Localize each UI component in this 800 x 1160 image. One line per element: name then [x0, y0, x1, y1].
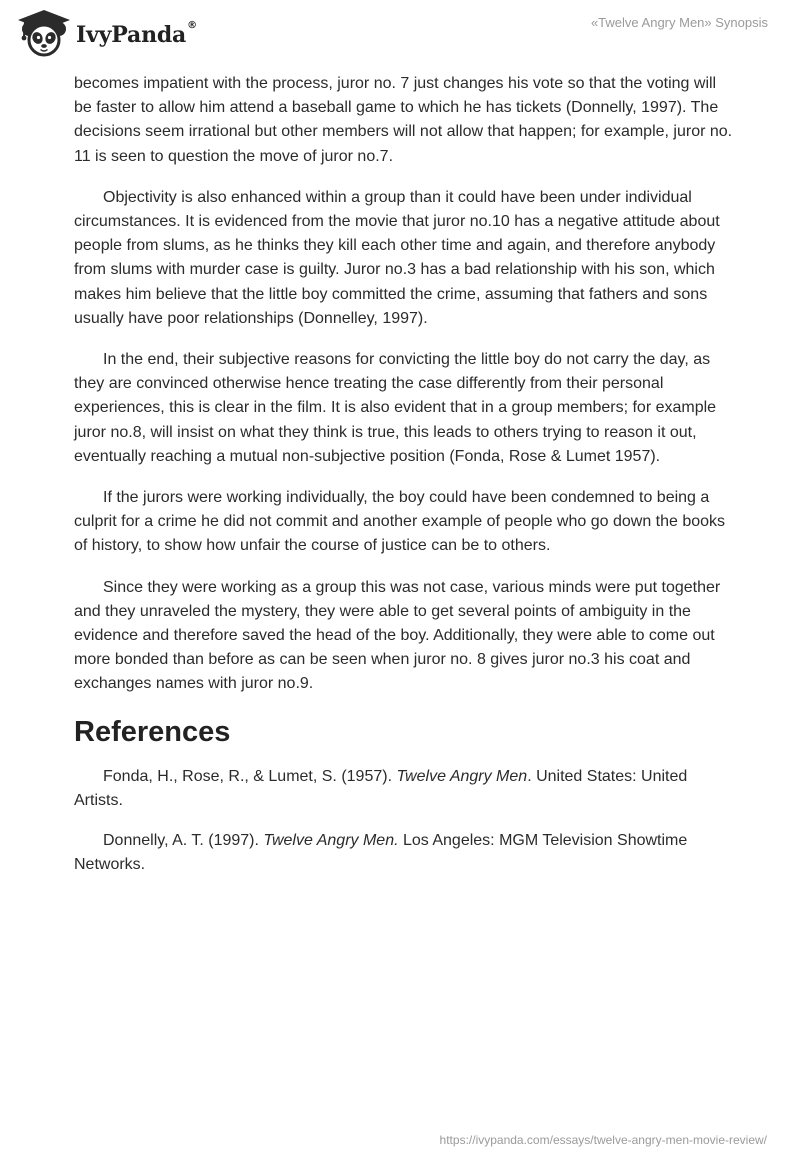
- essay-content: [74, 72, 734, 893]
- reference-authors: Donnelly, A. T. (1997).: [103, 832, 264, 850]
- reference-publisher: Los Angeles: MGM Television Showtime Networks.: [74, 832, 688, 874]
- reference-entry: [74, 829, 734, 877]
- essay-paragraph: If the jurors were working individually, the boy could have been condemned to being a culprit for a crime he did not commit and another example of people who go down the books of history, to show how unfair the course of justice can be to others.: [74, 489, 726, 555]
- brand-name: IvyPanda®: [76, 20, 197, 48]
- essay-paragraph: In the end, their subjective reasons for convicting the little boy do not carry the day, as they are convinced otherwise hence treating the case differently from their personal experiences, this is clear in the film. It is also evident that in a group members; for example juror no.8, will insist on what they think is true, this leads to others trying to reason it out, eventually reaching a mutual non-subjective position (Fonda, Rose & Lumet 1957).: [74, 351, 717, 465]
- essay-paragraph: Objectivity is also enhanced within a group than it could have been under individual circumstances. It is evidenced from the movie that juror no.10 has a negative attitude about people from slums, as he thinks they kill each other time and again, and therefore anybody from slums with murder case is guilty. Juror no.3 has a bad relationship with his son, which makes him believe that the little boy committed the crime, assuming that fathers and sons usually have poor relationships (Donnelley, 1997).: [74, 188, 720, 327]
- document-title: «Twelve Angry Men» Synopsis: [590, 15, 768, 30]
- panda-graduation-cap-icon: [14, 9, 72, 57]
- reference-authors: Fonda, H., Rose, R., & Lumet, S. (1957).: [103, 767, 397, 785]
- page-header: [0, 0, 800, 70]
- brand-logo[interactable]: [14, 9, 197, 57]
- references-heading: References: [74, 715, 231, 748]
- essay-paragraph: becomes impatient with the process, juror no. 7 just changes his vote so that the voting will be faster to allow him attend a baseball game to which he has tickets (Donnelly, 1997). The decisions seem irrational but other members will not allow that happen; for example, juror no. 11 is seen to question the move of juror no.7.: [74, 75, 733, 165]
- reference-title: Twelve Angry Men.: [263, 832, 399, 850]
- reference-entry: [74, 765, 734, 813]
- registered-mark: ®: [187, 20, 197, 31]
- reference-title: Twelve Angry Men: [396, 767, 528, 785]
- footer-source-link[interactable]: https://ivypanda.com/essays/twelve-angry-men-movie-review/: [439, 1133, 767, 1147]
- essay-paragraph: Since they were working as a group this was not case, various minds were put together and they unraveled the mystery, they were able to get several points of ambiguity in the evidence and therefore saved the head of the boy. Additionally, they were able to come out more bonded than before as can be seen when juror no. 8 gives juror no.3 his coat and exchanges names with juror no.9.: [74, 578, 721, 693]
- reference-publisher: . United States: United Artists.: [74, 767, 688, 809]
